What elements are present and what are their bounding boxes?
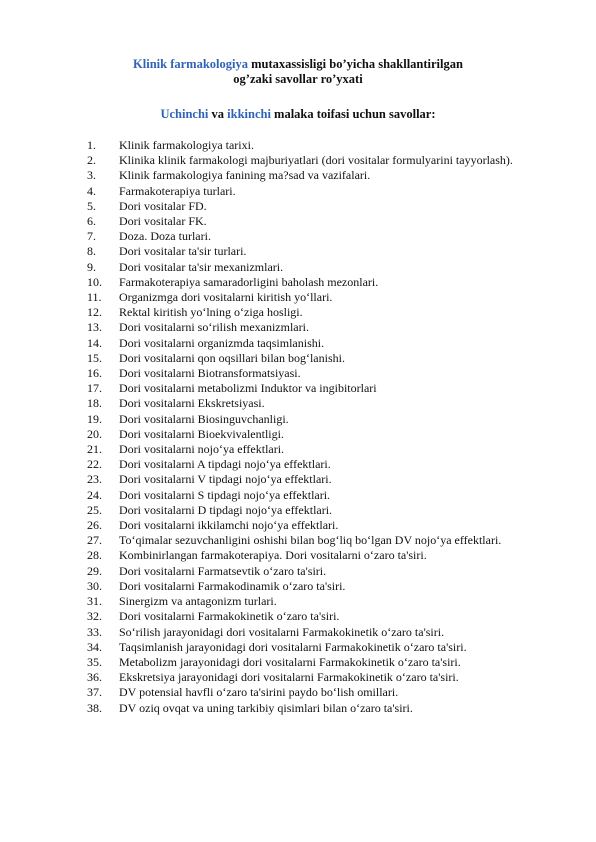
list-item [87,457,537,472]
list-item [87,579,537,594]
item-text: DV oziq ovqat va uning tarkibiy qisimlari bilan o‘zaro ta'siri. [119,700,413,715]
item-text: Dori vositalarni S tipdagi nojo‘ya effektlari. [119,487,331,502]
list-item [87,564,537,579]
list-item [87,670,537,685]
item-text: Dori vositalarni Farmatsevtik o‘zaro ta'siri. [119,563,327,578]
item-text: Dori vositalarni V tipdagi nojo‘ya effektlari. [119,472,332,487]
item-text: Dori vositalarni nojo‘ya effektlari. [119,442,285,457]
item-text: Dori vositalarni D tipdagi nojo‘ya effektlari. [119,502,333,517]
heading-connector: va [208,107,228,121]
item-text: Dori vositalarni so‘rilish mexanizmlari. [119,320,309,335]
list-item [87,442,537,457]
item-number: 18. [87,396,102,411]
item-text: Dori vositalarni Ekskretsiyasi. [119,396,265,411]
item-text: Metabolizm jarayonidagi dori vositalarni Farmakokinetik o‘zaro ta'siri. [119,654,461,669]
list-item [87,427,537,442]
list-item [87,381,537,396]
item-text: Dori vositalarni Bioekvivalentligi. [119,426,284,441]
item-text: Dori vositalarni Biotransformatsiyasi. [119,366,301,381]
document-subtitle: og’zaki savollar ro’yxati [233,72,363,86]
item-number: 34. [87,639,102,654]
item-text: Dori vositalar ta'sir mexanizmlari. [119,259,284,274]
item-number: 7. [87,229,96,244]
item-number: 16. [87,366,102,381]
list-item [87,609,537,624]
item-number: 36. [87,670,102,685]
list-item [87,184,537,199]
item-number: 5. [87,198,96,213]
item-number: 13. [87,320,102,335]
list-item [87,640,537,655]
list-item [87,685,537,700]
list-item [87,472,537,487]
list-item [87,214,537,229]
heading-third-category: Uchinchi [160,107,209,121]
list-item [87,548,537,563]
item-text: DV potensial havfli o‘zaro ta'sirini paydo bo‘lish omillari. [119,685,399,700]
item-number: 9. [87,259,96,274]
title-rest: mutaxassisligi bo’yicha shakllantirilgan [247,57,463,71]
item-text: Dori vositalarni metabolizmi Induktor va ingibitorlari [119,381,377,396]
item-number: 19. [87,411,102,426]
list-item [87,503,537,518]
item-text: Rektal kiritish yo‘lning o‘ziga hosligi. [119,305,303,320]
list-item [87,336,537,351]
list-item [87,412,537,427]
list-item [87,153,537,168]
heading-second-category: ikkinchi [227,107,271,121]
list-item [87,625,537,640]
item-text: Dori vositalar ta'sir turlari. [119,244,247,259]
item-number: 37. [87,685,102,700]
list-item [87,290,537,305]
list-item [87,488,537,503]
item-number: 26. [87,518,102,533]
list-item [87,138,537,153]
item-text: Dori vositalar FD. [119,198,207,213]
item-number: 8. [87,244,96,259]
item-number: 24. [87,487,102,502]
item-number: 23. [87,472,102,487]
item-number: 20. [87,426,102,441]
item-text: Organizmga dori vositalarni kiritish yo‘llari. [119,290,333,305]
item-number: 32. [87,609,102,624]
list-item [87,594,537,609]
item-number: 1. [87,138,96,152]
item-text: Taqsimlanish jarayonidagi dori vositalarni Farmakokinetik o‘zaro ta'siri. [119,639,467,654]
item-number: 15. [87,350,102,365]
list-item [87,655,537,670]
document-title [0,57,596,72]
item-number: 38. [87,700,102,715]
item-number: 28. [87,548,102,563]
item-text: Farmakoterapiya turlari. [119,183,236,198]
list-item [87,305,537,320]
item-text: Dori vositalarni ikkilamchi nojo‘ya effektlari. [119,518,339,533]
list-item [87,260,537,275]
item-number: 22. [87,457,102,472]
list-item [87,701,537,716]
item-text: Ekskretsiya jarayonidagi dori vositalarni Farmakokinetik o‘zaro ta'siri. [119,670,459,685]
list-item [87,366,537,381]
item-text: Sinergizm va antagonizm turlari. [119,594,277,609]
item-number: 21. [87,442,102,457]
item-text: Klinik farmakologiya tarixi. [119,138,254,152]
item-number: 35. [87,654,102,669]
item-text: To‘qimalar sezuvchanligini oshishi bilan bog‘liq bo‘lgan DV nojo‘ya effektlari. [119,533,502,548]
item-text: Dori vositalarni Farmakodinamik o‘zaro ta'siri. [119,578,346,593]
list-item [87,518,537,533]
list-item [87,351,537,366]
list-item [87,320,537,335]
item-number: 30. [87,578,102,593]
questions-list [87,138,537,716]
item-number: 11. [87,290,102,305]
list-item [87,244,537,259]
item-number: 33. [87,624,102,639]
item-number: 27. [87,533,102,548]
list-item [87,396,537,411]
item-text: Dori vositalar FK. [119,214,207,229]
item-text: Kombinirlangan farmakoterapiya. Dori vositalarni o‘zaro ta'siri. [119,548,427,563]
list-item [87,533,537,548]
item-text: Klinik farmakologiya fanining ma?sad va vazifalari. [119,168,371,183]
item-number: 2. [87,153,96,168]
list-item [87,229,537,244]
item-text: Dori vositalarni Biosinguvchanligi. [119,411,289,426]
item-text: Dori vositalarni qon oqsillari bilan bog‘lanishi. [119,350,345,365]
list-item [87,168,537,183]
item-text: So‘rilish jarayonidagi dori vositalarni Farmakokinetik o‘zaro ta'siri. [119,624,445,639]
item-number: 14. [87,335,102,350]
heading-rest: malaka toifasi uchun savollar: [270,107,436,121]
item-text: Dori vositalarni Farmakokinetik o‘zaro ta'siri. [119,609,340,624]
list-item [87,199,537,214]
item-number: 29. [87,563,102,578]
title-highlight: Klinik farmakologiya [133,57,248,71]
item-number: 17. [87,381,102,396]
item-text: Dori vositalarni organizmda taqsimlanishi. [119,335,325,350]
item-number: 25. [87,502,102,517]
item-text: Farmakoterapiya samaradorligini baholash mezonlari. [119,274,379,289]
item-text: Klinika klinik farmakologi majburiyatlari (dori vositalar formulyarini tayyorlash). [119,153,513,168]
item-number: 12. [87,305,102,320]
list-item [87,275,537,290]
item-text: Dori vositalarni A tipdagi nojo‘ya effektlari. [119,457,331,472]
item-number: 6. [87,214,96,229]
item-number: 10. [87,274,102,289]
item-text: Doza. Doza turlari. [119,229,211,244]
item-number: 3. [87,168,96,183]
section-heading [0,107,596,122]
item-number: 4. [87,183,96,198]
item-number: 31. [87,594,102,609]
